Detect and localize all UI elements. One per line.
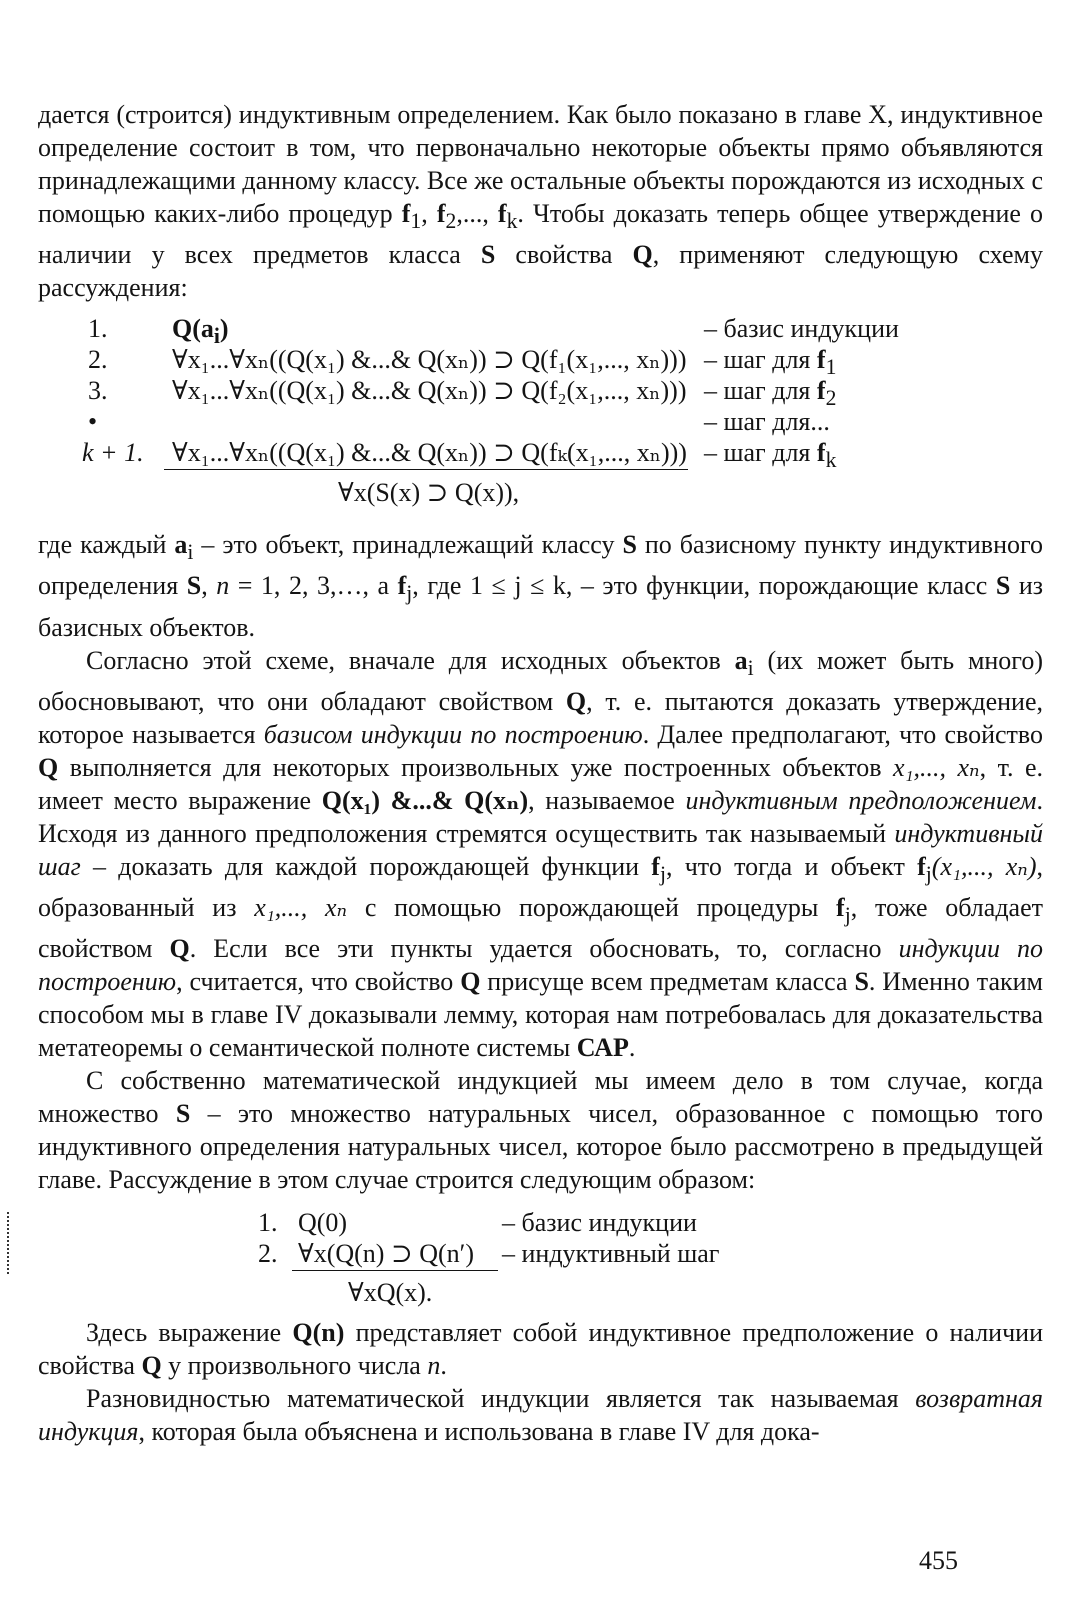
text: – это объект, принадлежащий классу <box>193 530 623 560</box>
scheme-row-number: • <box>88 407 98 437</box>
margin-dots <box>7 1212 11 1274</box>
text: Здесь выражение <box>86 1318 293 1348</box>
mathematical-induction-scheme <box>38 1206 1043 1310</box>
text: , где 1 ≤ j ≤ k, – это функции, порождающие класс <box>412 571 996 601</box>
text: базисом индукции по построению <box>263 719 643 749</box>
paragraph-4 <box>38 1064 1043 1196</box>
scheme-row <box>38 1237 1043 1268</box>
text: f <box>836 892 845 922</box>
text: где каждый <box>38 530 175 560</box>
text: i <box>747 655 754 680</box>
scheme-row <box>38 1206 1043 1237</box>
scheme-row <box>38 312 1043 349</box>
inference-line <box>292 1270 498 1271</box>
text: индуктивным предположением <box>685 785 1037 815</box>
text: , считается, что свойство <box>176 967 461 997</box>
paragraph-2 <box>38 528 1043 643</box>
text: ,..., <box>456 199 498 228</box>
text: Q <box>460 967 481 997</box>
text: – доказать для каждой порождающей функции <box>80 851 652 881</box>
text: дается (строится) индуктивным определением. Как было показано в главе X, индуктивное определение состоит в том, что первоначально некоторые объекты прямо объявляются принадлежащими данному классу. Все же остальные объекты порождаются из исходных с помощью каких-либо процедур <box>38 100 1043 228</box>
induction-scheme-by-construction <box>38 312 1043 524</box>
scheme-formula: ∀x₁...∀xₙ((Q(x₁) &...& Q(xₙ)) ⊃ Q(f₁(x₁,..., xₙ))) <box>172 345 687 375</box>
scheme-row-number: 2. <box>258 1239 278 1269</box>
text: , применяют следующую схему рассуждения: <box>38 240 1043 303</box>
text: Q <box>565 686 587 716</box>
scheme-annotation: – базис индукции <box>704 314 899 344</box>
text: . Именно таким способом мы в главе IV доказывали лемму, которая нам потребовалась для доказательства метатеоремы о семантической полноте системы <box>38 967 1043 1063</box>
text: по базисному пункту индуктивного определения <box>38 530 1044 601</box>
text: ∀x(S(x) ⊃ Q(x)), <box>338 478 520 508</box>
text: = 1, 2, 3,…, а <box>229 571 398 601</box>
text: x₁,..., xₙ <box>254 892 348 922</box>
text: Q <box>38 752 59 782</box>
text: f <box>917 851 926 881</box>
text: с помощью порождающей процедуры <box>347 892 837 922</box>
paragraph-5 <box>38 1316 1043 1382</box>
text: , которая была объяснена и использована в главе IV для дока- <box>138 1417 820 1447</box>
text: Q(a <box>172 314 214 344</box>
text: , <box>421 199 437 228</box>
text: f <box>436 199 446 228</box>
text: присуще всем предметам класса <box>480 967 855 997</box>
text: Q(x₁) &...& Q(xₙ) <box>321 785 529 815</box>
scheme-conclusion <box>338 476 519 507</box>
text: возвратная индукция <box>38 1384 1043 1447</box>
text: Q <box>141 1351 162 1381</box>
text: ∀xQ(x). <box>348 1278 433 1308</box>
text: f <box>816 438 826 468</box>
text: a <box>734 645 748 675</box>
text: Q <box>169 934 190 964</box>
text: a <box>174 530 188 560</box>
text: k <box>825 448 837 473</box>
text: САР <box>576 1033 629 1063</box>
text: 2 <box>445 209 457 234</box>
scheme-formula: Q(0) <box>298 1208 348 1238</box>
text: S <box>186 571 202 601</box>
text: 1 <box>825 355 837 380</box>
text: индуктивный шаг <box>38 818 1043 881</box>
text: 2 <box>825 386 837 411</box>
scheme-formula: ∀x₁...∀xₙ((Q(x₁) &...& Q(xₙ)) ⊃ Q(f₂(x₁,..., xₙ))) <box>172 376 687 406</box>
text: ) <box>219 314 229 344</box>
scheme-formula: ∀x₁...∀xₙ((Q(x₁) &...& Q(xₙ)) ⊃ Q(fₖ(x₁,..., xₙ))) <box>172 438 687 468</box>
text: i <box>187 540 194 565</box>
text: – шаг для <box>704 376 817 406</box>
text: . <box>440 1351 447 1381</box>
scheme-row-number: 3. <box>88 376 108 406</box>
text: , т. е. пытаются доказать утверждение, которое называется <box>38 686 1043 749</box>
text: i <box>213 324 220 349</box>
text: индукции по построению <box>38 934 1043 997</box>
text: Q(n) <box>292 1318 345 1348</box>
text: . Если все эти пункты удается обосновать, то, согласно <box>189 934 899 964</box>
text: – шаг для <box>704 345 817 375</box>
scheme-row <box>38 405 1043 436</box>
text: С собственно математической индукцией мы имеем дело в том случае, когда множество <box>38 1066 1043 1129</box>
scheme-row <box>38 343 1043 380</box>
text: , <box>201 571 217 601</box>
scheme-annotation: – шаг для... <box>704 407 830 437</box>
text: x₁,..., xₙ <box>892 752 980 782</box>
text: , что тогда и объект <box>665 851 918 881</box>
text: j <box>925 861 932 886</box>
paragraph-1 <box>38 98 1043 304</box>
text: n <box>216 571 230 601</box>
scheme-annotation <box>704 436 836 477</box>
text: . Далее предполагают, что свойство <box>642 719 1043 749</box>
text: S <box>480 240 496 270</box>
text: , называемое <box>528 785 686 815</box>
text: . <box>628 1033 636 1063</box>
text: j <box>659 861 666 886</box>
scheme-annotation: – индуктивный шаг <box>502 1239 720 1269</box>
text: f <box>397 571 407 601</box>
text: k <box>506 209 518 234</box>
scheme-row <box>38 436 1043 473</box>
text: (их может быть много) обосновывают, что они обладают свойством <box>38 645 1043 716</box>
text: S <box>854 967 869 997</box>
text: (x₁,..., xₙ) <box>931 851 1037 881</box>
scheme-conclusion <box>348 1276 432 1307</box>
text: Согласно этой схеме, вначале для исходных объектов <box>86 645 735 675</box>
text: . Исходя из данного предположения стремятся осуществить так называемый <box>38 785 1043 848</box>
text: f <box>401 199 411 228</box>
text: , т. е. имеет место выражение <box>38 752 1044 815</box>
text: S <box>622 530 637 560</box>
text: f <box>497 199 507 228</box>
text: выполняется для некоторых произвольных уже построенных объектов <box>58 752 893 782</box>
text: , образованный из <box>38 851 1043 922</box>
paragraph-3 <box>38 644 1043 1065</box>
text: – шаг для <box>704 438 817 468</box>
page-body <box>38 98 1043 1448</box>
text: S <box>995 571 1011 601</box>
text: j <box>406 581 413 606</box>
text: у произвольного числа <box>161 1351 428 1381</box>
scheme-row <box>38 374 1043 411</box>
scheme-row-number: 1. <box>88 314 108 344</box>
text: 1 <box>410 209 422 234</box>
text: из базисных объектов. <box>38 571 1044 642</box>
text: S <box>175 1099 191 1129</box>
inference-line <box>164 469 688 470</box>
text: n <box>427 1351 441 1381</box>
scheme-formula: ∀x(Q(n) ⊃ Q(n′) <box>298 1239 475 1269</box>
scheme-row-number: 1. <box>258 1208 278 1238</box>
text: , тоже обладает свойством <box>38 892 1043 964</box>
text: f <box>816 376 826 406</box>
scheme-row-number: 2. <box>88 345 108 375</box>
text: . Чтобы доказать теперь общее утверждение о наличии у всех предметов класса <box>38 199 1043 270</box>
text: f <box>651 851 660 881</box>
text: – это множество натуральных чисел, образованное с помощью того индуктивного определения натуральных чисел, которое было рассмотрено в предыдущей главе. Рассуждение в этом случае строится следующим образом: <box>38 1099 1044 1195</box>
scheme-row-number: k + 1. <box>82 438 144 468</box>
text: свойства <box>495 240 633 270</box>
text: Q <box>632 240 653 270</box>
text: j <box>844 903 851 928</box>
text: f <box>816 345 826 375</box>
text: Разновидностью математической индукции является так называемая <box>86 1384 916 1414</box>
scheme-annotation: – базис индукции <box>502 1208 697 1238</box>
page-number: 455 <box>919 1546 958 1575</box>
text: представляет собой индуктивное предположение о наличии свойства <box>38 1318 1043 1381</box>
paragraph-6 <box>38 1382 1043 1448</box>
